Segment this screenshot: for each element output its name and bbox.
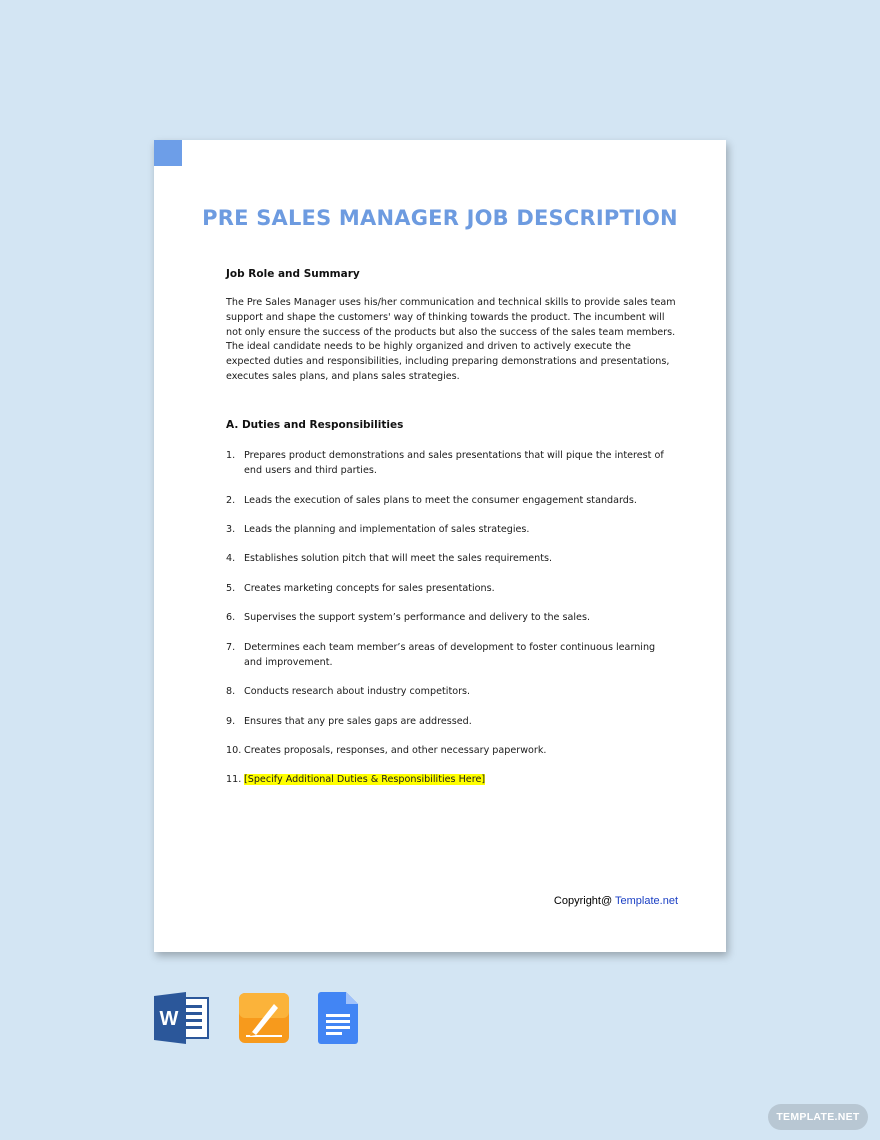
word-app-icon[interactable] <box>154 992 212 1044</box>
duty-text: Supervises the support system’s performance and delivery to the sales. <box>244 612 590 623</box>
duty-number: 9. <box>226 716 236 727</box>
google-docs-icon[interactable] <box>318 992 358 1044</box>
duty-number: 3. <box>226 524 236 535</box>
template-net-badge[interactable]: TEMPLATE.NET <box>768 1104 868 1130</box>
duty-item <box>226 552 686 567</box>
pages-app-icon[interactable] <box>238 992 290 1044</box>
duty-item <box>226 773 686 788</box>
duty-text: Leads the planning and implementation of sales strategies. <box>244 524 530 535</box>
duty-text: Creates proposals, responses, and other necessary paperwork. <box>244 745 547 756</box>
duty-item <box>226 494 686 509</box>
word-letter: W <box>159 1008 179 1030</box>
document-page <box>154 140 726 952</box>
duty-number: 4. <box>226 553 236 564</box>
duty-text: Establishes solution pitch that will meet the sales requirements. <box>244 553 553 564</box>
duty-item <box>226 611 686 626</box>
duty-text: Ensures that any pre sales gaps are addressed. <box>244 716 472 727</box>
copyright-notice <box>554 895 678 907</box>
summary-heading: Job Role and Summary <box>226 268 360 280</box>
duty-item <box>226 641 686 671</box>
duty-number: 7. <box>226 642 236 653</box>
corner-accent <box>154 140 182 166</box>
duty-number: 1. <box>226 450 236 461</box>
duty-number: 11. <box>226 774 242 785</box>
duty-item <box>226 715 686 730</box>
copyright-label: Copyright@ <box>553 895 616 907</box>
duty-number: 5. <box>226 583 236 594</box>
duty-number: 6. <box>226 612 236 623</box>
duty-item <box>226 582 686 597</box>
highlighted-placeholder[interactable]: [Specify Additional Duties & Responsibilities Here] <box>244 774 486 785</box>
duty-number: 10. <box>226 745 242 756</box>
duty-item <box>226 685 686 700</box>
duty-text: Determines each team member’s areas of development to foster continuous learning and improvement. <box>244 642 656 668</box>
duty-number: 2. <box>226 495 236 506</box>
duty-text: Prepares product demonstrations and sales presentations that will pique the interest of end users and third parties. <box>244 450 664 476</box>
document-title: PRE SALES MANAGER JOB DESCRIPTION <box>202 206 678 230</box>
duty-item <box>226 744 686 759</box>
duty-text: Creates marketing concepts for sales presentations. <box>244 583 495 594</box>
copyright-link[interactable]: Template.net <box>615 895 678 907</box>
duty-text: Leads the execution of sales plans to meet the consumer engagement standards. <box>244 495 637 506</box>
duty-item <box>226 523 686 538</box>
duty-item <box>226 449 686 479</box>
duties-heading: A. Duties and Responsibilities <box>226 419 404 431</box>
summary-paragraph: The Pre Sales Manager uses his/her communication and technical skills to provide sales team support and shape the customers' way of thinking towards the product. The incumbent will not only ensure the success of the products but also the success of the sales team members. The ideal candidate needs to be highly organized and driven to actively execute the expected duties and responsibilities, including preparing demonstrations and presentations, executes sales plans, and plans sales strategies. <box>226 297 676 382</box>
duty-number: 8. <box>226 686 236 697</box>
duty-text: Conducts research about industry competitors. <box>244 686 471 697</box>
